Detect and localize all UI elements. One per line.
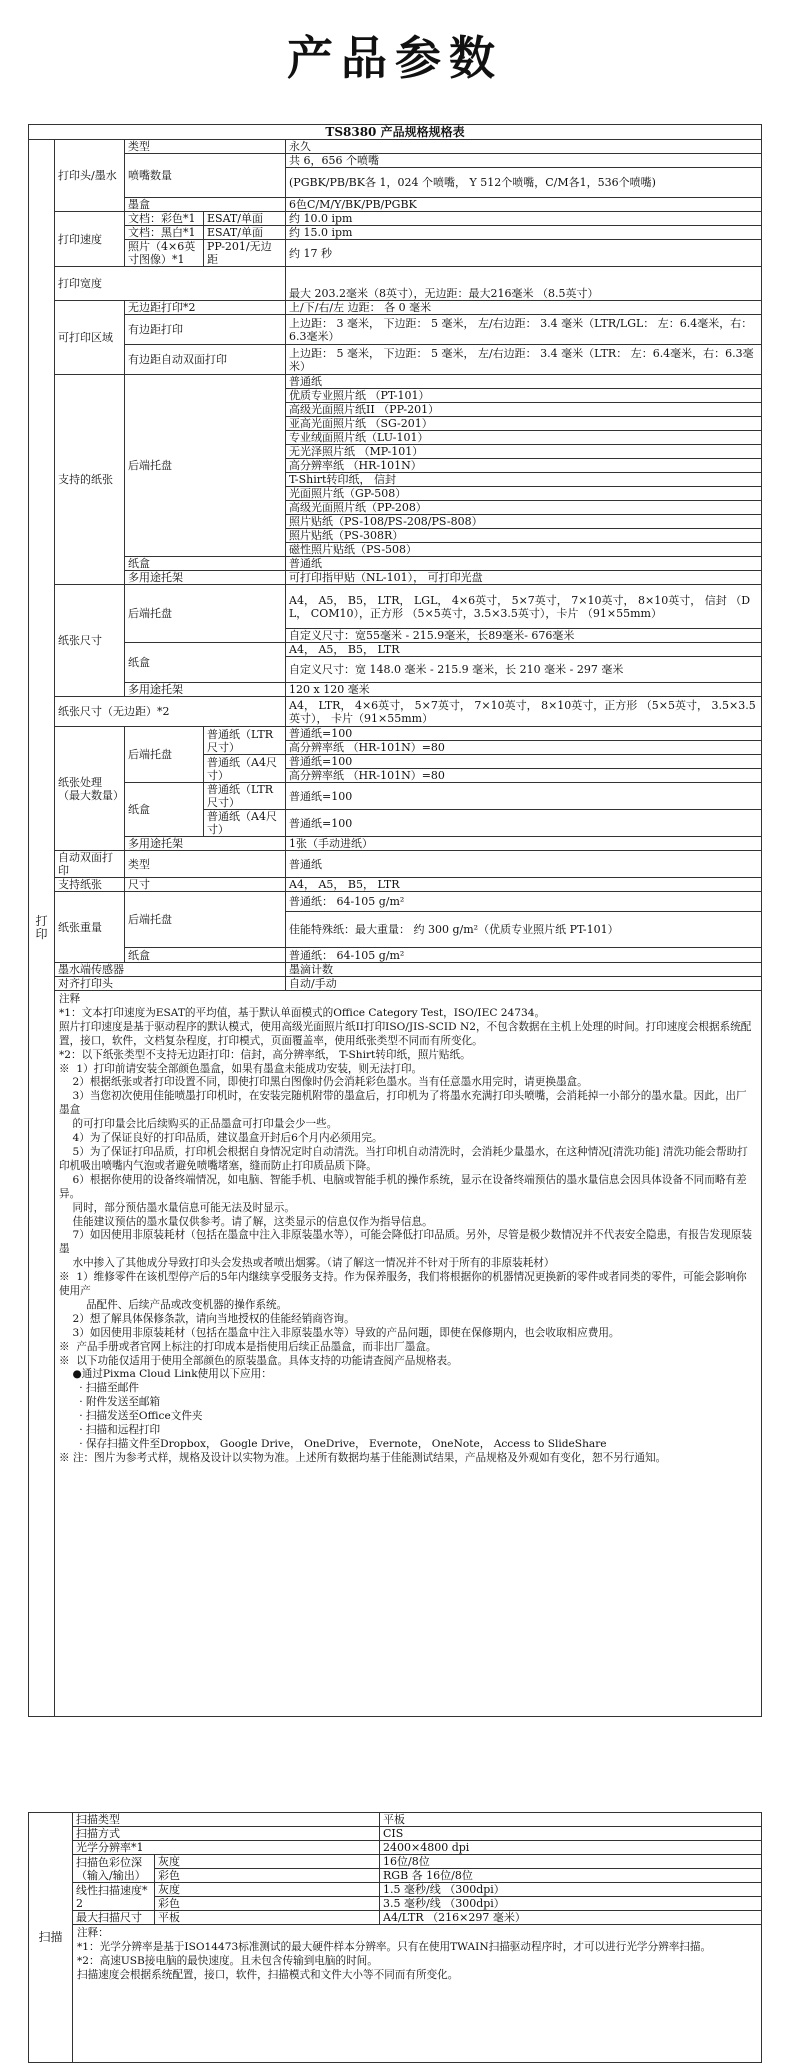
borderless-size-value: A4， LTR， 4×6英寸， 5×7英寸， 7×10英寸， 8×10英寸，正方形 （5×5英寸， 3.5×3.5英寸）， 卡片（91×55mm） xyxy=(286,697,762,727)
scan-depth-gray-value: 16位/8位 xyxy=(380,1855,762,1869)
scan-method-label: 扫描方式 xyxy=(73,1827,380,1841)
capacity-value: 普通纸=100 xyxy=(286,727,762,741)
media-item: 照片贴纸（PS-308R） xyxy=(286,529,762,543)
alignment-value: 自动/手动 xyxy=(286,977,762,991)
media-cassette-value: 普通纸 xyxy=(286,557,762,571)
page-title: 产品参数 xyxy=(287,31,503,85)
nozzles-label: 喷嘴数量 xyxy=(125,154,286,198)
note-line: 3）当您初次使用佳能喷墨打印机时，在安装完随机附带的墨盒后，打印机为了将墨水充满打印头喷嘴，会消耗掉一小部分的墨水量。因此，出厂墨盒 xyxy=(59,1090,747,1117)
scan-speed-label: 线性扫描速度*2 xyxy=(73,1883,155,1911)
duplex-type-label: 类型 xyxy=(125,851,286,878)
media-cassette-label: 纸盒 xyxy=(125,557,286,571)
printhead-type-value: 永久 xyxy=(286,140,762,154)
scan-resolution-label: 光学分辨率*1 xyxy=(73,1841,380,1855)
note-line: 水中掺入了其他成分导致打印头会发热或者喷出烟雾。（请了解这一情况并不针对于所有的非原装耗材） xyxy=(59,1257,555,1270)
speed-row-mode: ESAT/单面 xyxy=(204,212,286,226)
print-width-label: 打印宽度 xyxy=(55,267,286,301)
media-item: 专业绒面照片纸（LU-101） xyxy=(286,431,762,445)
borderless-label: 无边距打印*2 xyxy=(125,301,286,315)
note-line: 2）根据纸张或者打印设置不同，即使打印黑白图像时仍会消耗彩色墨水。当有任意墨水用完时，请更换墨盒。 xyxy=(59,1076,588,1089)
weight-rear-tray-label: 后端托盘 xyxy=(125,892,286,948)
capacity-value: 普通纸=100 xyxy=(286,810,762,837)
capacity-label-line1: 纸张处理 xyxy=(58,775,102,789)
borderless-size-label: 纸张尺寸（无边距）*2 xyxy=(55,697,286,727)
capacity-label xyxy=(55,727,125,851)
note-line: ※ 以下功能仅适用于使用全部颜色的原装墨盒。具体支持的功能请查阅产品规格表。 xyxy=(59,1354,458,1367)
speed-label: 打印速度 xyxy=(55,212,125,267)
note-line: 7）如因使用非原装耗材（包括在墨盒中注入非原装墨水等），可能会降低打印品质。另外，尽管是极少数情况并不代表安全隐患，有报告发现原装墨 xyxy=(59,1229,752,1256)
media-item: 普通纸 xyxy=(286,375,762,389)
ink-value: 6色C/M/Y/BK/PB/PGBK xyxy=(286,198,762,212)
section-scan: 扫描 xyxy=(29,1813,73,2063)
bordered-value: 上边距： 3 毫米， 下边距： 5 毫米， 左/右边距： 3.4 毫米（LTR/LGL： 左：6.4毫米，右： 6.3毫米） xyxy=(286,315,762,345)
scan-resolution-value: 2400×4800 dpi xyxy=(380,1841,762,1855)
alignment-label: 对齐打印头 xyxy=(55,977,286,991)
note-line: ●通过Pixma Cloud Link使用以下应用： xyxy=(59,1368,272,1381)
note-line: 品配件、后续产品或改变机器的操作系统。 xyxy=(59,1298,288,1311)
ink-sensor-label: 墨水端传感器 xyxy=(55,963,286,977)
scan-max-size-label: 最大扫描尺寸 xyxy=(73,1911,155,1925)
size-mp-value: 120 x 120 毫米 xyxy=(286,683,762,697)
scan-speed-gray-label: 灰度 xyxy=(155,1883,380,1897)
note-line: 扫描速度会根据系统配置，接口，软件，扫描模式和文件大小等不同而有所变化。 xyxy=(77,1968,459,1981)
size-mp-label: 多用途托架 xyxy=(125,683,286,697)
note-line: ※ 注：图片为参考式样，规格及设计以实物为准。上述所有数据均基于佳能测试结果，产品规格及外观如有变化，恕不另行通知。 xyxy=(59,1451,667,1464)
note-line: · 扫描和远程打印 xyxy=(59,1424,161,1437)
media-item: 优质专业照片纸 （PT-101） xyxy=(286,389,762,403)
scan-type-value: 平板 xyxy=(380,1813,762,1827)
media-item: 无光泽照片纸 （MP-101） xyxy=(286,445,762,459)
speed-row-mode: PP-201/无边距 xyxy=(204,240,286,267)
duplex-label-line1: 自动双面打印 xyxy=(55,851,125,878)
print-notes xyxy=(55,991,762,1717)
scan-notes xyxy=(73,1925,762,2063)
scan-spec-table xyxy=(28,1812,762,2063)
media-item: 照片贴纸（PS-108/PS-208/PS-808） xyxy=(286,515,762,529)
media-mp-value: 可打印指甲贴（NL-101）， 可打印光盘 xyxy=(286,571,762,585)
note-line: 6）根据你使用的设备终端情况，如电脑、智能手机、电脑或智能手机的操作系统，显示在设备终端预估的墨水量信息会因具体设备不同而略有差异。 xyxy=(59,1173,747,1200)
size-cassette-label: 纸盒 xyxy=(125,643,286,683)
media-label: 支持的纸张 xyxy=(55,375,125,585)
size-rear-tray-label: 后端托盘 xyxy=(125,585,286,643)
size-rear-value: A4， A5， B5， LTR， LGL， 4×6英寸， 5×7英寸， 7×10英寸， 8×10英寸， 信封 （DL， COM10），正方形 （5×5英寸，3.5×3.5英寸），卡片 （91×55mm） xyxy=(286,585,762,629)
media-item: 光面照片纸（GP-508） xyxy=(286,487,762,501)
size-rear-custom: 自定义尺寸：宽55毫米 - 215.9毫米，长89毫米- 676毫米 xyxy=(286,629,762,643)
scan-depth-label: 扫描色彩位深（输入/输出） xyxy=(73,1855,155,1883)
media-item: 高级光面照片纸（PP-208） xyxy=(286,501,762,515)
note-line: 注释 xyxy=(59,993,81,1005)
section-print: 打印 xyxy=(29,140,55,1717)
note-line: *2：高速USB接电脑的最快速度。且未包含传输到电脑的时间。 xyxy=(77,1954,378,1967)
nozzles-value-detail: (PGBK/PB/BK各 1，024 个喷嘴， Y 512个喷嘴，C/M各1，536个喷嘴) xyxy=(286,168,762,198)
speed-row-value: 约 17 秒 xyxy=(286,240,762,267)
media-item: 高分辨率纸 （HR-101N） xyxy=(286,459,762,473)
note-line: *1：文本打印速度为ESAT的平均值，基于默认单面模式的Office Category Test，ISO/IEC 24734。 xyxy=(59,1006,546,1019)
printhead-type-label: 类型 xyxy=(125,140,286,154)
duplex-size-label: 尺寸 xyxy=(125,878,286,892)
media-item: 磁性照片贴纸（PS-508） xyxy=(286,543,762,557)
note-line: 照片打印速度是基于驱动程序的默认模式，使用高级光面照片纸II打印ISO/JIS-SCID N2，不包含数据在主机上处理的时间。打印速度会根据系统配置，接口，软件，文档复杂程度，打印模式，页面覆盖率，使用纸张类型不同而有所变化。 xyxy=(59,1020,752,1047)
note-line: 5）为了保证打印品质，打印机会根据自身情况定时自动清洗。当打印机自动清洗时，会消耗少量墨水，在这种情况[清洗功能] 清洗功能会帮助打印机吸出喷嘴内气泡或者避免喷嘴堵塞，缝而防止打印质品质下降。 xyxy=(59,1145,748,1172)
scan-depth-color-label: 彩色 xyxy=(155,1869,380,1883)
note-line: *1：光学分辨率是基于ISO14473标准测试的最大硬件样本分辨率。只有在使用TWAIN扫描驱动程序时，才可以进行光学分辨率扫描。 xyxy=(77,1940,712,1953)
note-line: 同时，部分预估墨水量信息可能无法及时显示。 xyxy=(59,1201,295,1214)
speed-row-label: 文档：黑白*1 xyxy=(125,226,204,240)
note-line: ※ 产品手册或者官网上标注的打印成本是指使用后续正品墨盒，而非出厂墨盒。 xyxy=(59,1340,437,1353)
note-line: ※ 1）打印前请安装全部颜色墨盒，如果有墨盒未能成功安装，则无法打印。 xyxy=(59,1062,423,1075)
speed-row-label: 文档：彩色*1 xyxy=(125,212,204,226)
speed-row-value: 约 10.0 ipm xyxy=(286,212,762,226)
speed-row-value: 约 15.0 ipm xyxy=(286,226,762,240)
capacity-label-line2: （最大数量） xyxy=(58,788,124,802)
note-line: · 扫描发送至Office文件夹 xyxy=(59,1410,203,1423)
ink-sensor-value: 墨滴计数 xyxy=(286,963,762,977)
ink-label: 墨盒 xyxy=(125,198,286,212)
note-line: *2：以下纸张类型不支持无边距打印：信封，高分辨率纸， T-Shirt转印纸，照片贴纸。 xyxy=(59,1048,471,1061)
duplex-margin-value: 上边距： 5 毫米， 下边距： 5 毫米， 左/右边距： 3.4 毫米（LTR： 左：6.4毫米，右：6.3毫米） xyxy=(286,345,762,375)
note-line: 4）为了保证良好的打印品质，建议墨盒开封后6个月内必须用完。 xyxy=(59,1132,383,1145)
capacity-rear-a4-label: 普通纸（A4尺寸） xyxy=(204,755,286,783)
media-rear-tray-label: 后端托盘 xyxy=(125,375,286,557)
scan-depth-gray-label: 灰度 xyxy=(155,1855,380,1869)
capacity-mp-label: 多用途托架 xyxy=(125,837,286,851)
printable-area-label: 可打印区域 xyxy=(55,301,125,375)
media-item: T-Shirt转印纸， 信封 xyxy=(286,473,762,487)
printhead-label: 打印头/墨水 xyxy=(55,140,125,212)
note-line: 注释： xyxy=(77,1927,109,1939)
size-cassette-custom: 自定义尺寸：宽 148.0 毫米 - 215.9 毫米，长 210 毫米 - 297 毫米 xyxy=(286,657,762,683)
size-cassette-value: A4， A5， B5， LTR xyxy=(286,643,762,657)
speed-row-label: 照片（4×6英寸图像）*1 xyxy=(125,240,204,267)
weight-cassette-value: 普通纸： 64-105 g/m² xyxy=(286,948,762,963)
weight-cassette-label: 纸盒 xyxy=(125,948,286,963)
note-line: · 扫描至邮件 xyxy=(59,1382,139,1395)
note-line: 佳能建议预估的墨水量仅供参考。请了解，这类显示的信息仅作为指导信息。 xyxy=(59,1215,433,1228)
note-line: · 附件发送至邮箱 xyxy=(59,1396,161,1409)
scan-type-label: 扫描类型 xyxy=(73,1813,380,1827)
media-item: 亚高光面照片纸 （SG-201） xyxy=(286,417,762,431)
borderless-value: 上/下/右/左 边距： 各 0 毫米 xyxy=(286,301,762,315)
print-width-value: 最大 203.2毫米（8英寸），无边距：最大216毫米 （8.5英寸） xyxy=(286,267,762,301)
media-mp-label: 多用途托架 xyxy=(125,571,286,585)
capacity-value: 高分辨率纸 （HR-101N）=80 xyxy=(286,769,762,783)
note-line: 的可打印量会比后续购买的正品墨盒可打印量会少一些。 xyxy=(59,1118,338,1131)
note-line: 2）想了解具体保修条款，请向当地授权的佳能经销商咨询。 xyxy=(59,1312,355,1325)
duplex-margin-label: 有边距自动双面打印 xyxy=(125,345,286,375)
scan-max-size-value: A4/LTR （216×297 毫米） xyxy=(380,1911,762,1925)
spec-table-title: TS8380 产品规格规格表 xyxy=(29,125,762,140)
capacity-value: 普通纸=100 xyxy=(286,755,762,769)
capacity-value: 高分辨率纸 （HR-101N）=80 xyxy=(286,741,762,755)
bordered-label: 有边距打印 xyxy=(125,315,286,345)
media-item: 高级光面照片纸II （PP-201） xyxy=(286,403,762,417)
weight-rear-special: 佳能特殊纸：最大重量： 约 300 g/m²（优质专业照片纸 PT-101） xyxy=(286,912,762,948)
capacity-rear-tray-label: 后端托盘 xyxy=(125,727,204,783)
duplex-size-value: A4， A5， B5， LTR xyxy=(286,878,762,892)
scan-method-value: CIS xyxy=(380,1827,762,1841)
capacity-cas-a4-label: 普通纸（A4尺寸） xyxy=(204,810,286,837)
capacity-value: 普通纸=100 xyxy=(286,783,762,810)
paper-size-label: 纸张尺寸 xyxy=(55,585,125,697)
speed-row-mode: ESAT/单面 xyxy=(204,226,286,240)
scan-speed-color-label: 彩色 xyxy=(155,1897,380,1911)
nozzles-value-total: 共 6，656 个喷嘴 xyxy=(286,154,762,168)
capacity-cassette-label: 纸盒 xyxy=(125,783,204,837)
note-line: 3）如因使用非原装耗材（包括在墨盒中注入非原装墨水等）导致的产品问题，即使在保修期内，也会收取相应费用。 xyxy=(59,1326,620,1339)
weight-rear-plain: 普通纸： 64-105 g/m² xyxy=(286,892,762,912)
print-spec-table xyxy=(28,124,762,1717)
note-line: ※ 1）维修零件在该机型停产后的5年内继续享受服务支持。作为保养服务，我们将根据你的机器情况更换新的零件或者同类的零件，可能会影响你使用产 xyxy=(59,1271,747,1298)
duplex-type-value: 普通纸 xyxy=(286,851,762,878)
duplex-label-line2: 支持纸张 xyxy=(55,878,125,892)
scan-speed-gray-value: 1.5 毫秒/线 （300dpi） xyxy=(380,1883,762,1897)
scan-max-size-sub: 平板 xyxy=(155,1911,380,1925)
scan-depth-color-value: RGB 各 16位/8位 xyxy=(380,1869,762,1883)
note-line: · 保存扫描文件至Dropbox， Google Drive， OneDrive， Evernote， OneNote， Access to SlideShare xyxy=(59,1438,607,1450)
paper-weight-label: 纸张重量 xyxy=(55,892,125,963)
capacity-mp-value: 1张（手动进纸） xyxy=(286,837,762,851)
scan-speed-color-value: 3.5 毫秒/线 （300dpi） xyxy=(380,1897,762,1911)
capacity-rear-ltr-label: 普通纸（LTR尺寸） xyxy=(204,727,286,755)
capacity-cas-ltr-label: 普通纸（LTR尺寸） xyxy=(204,783,286,810)
